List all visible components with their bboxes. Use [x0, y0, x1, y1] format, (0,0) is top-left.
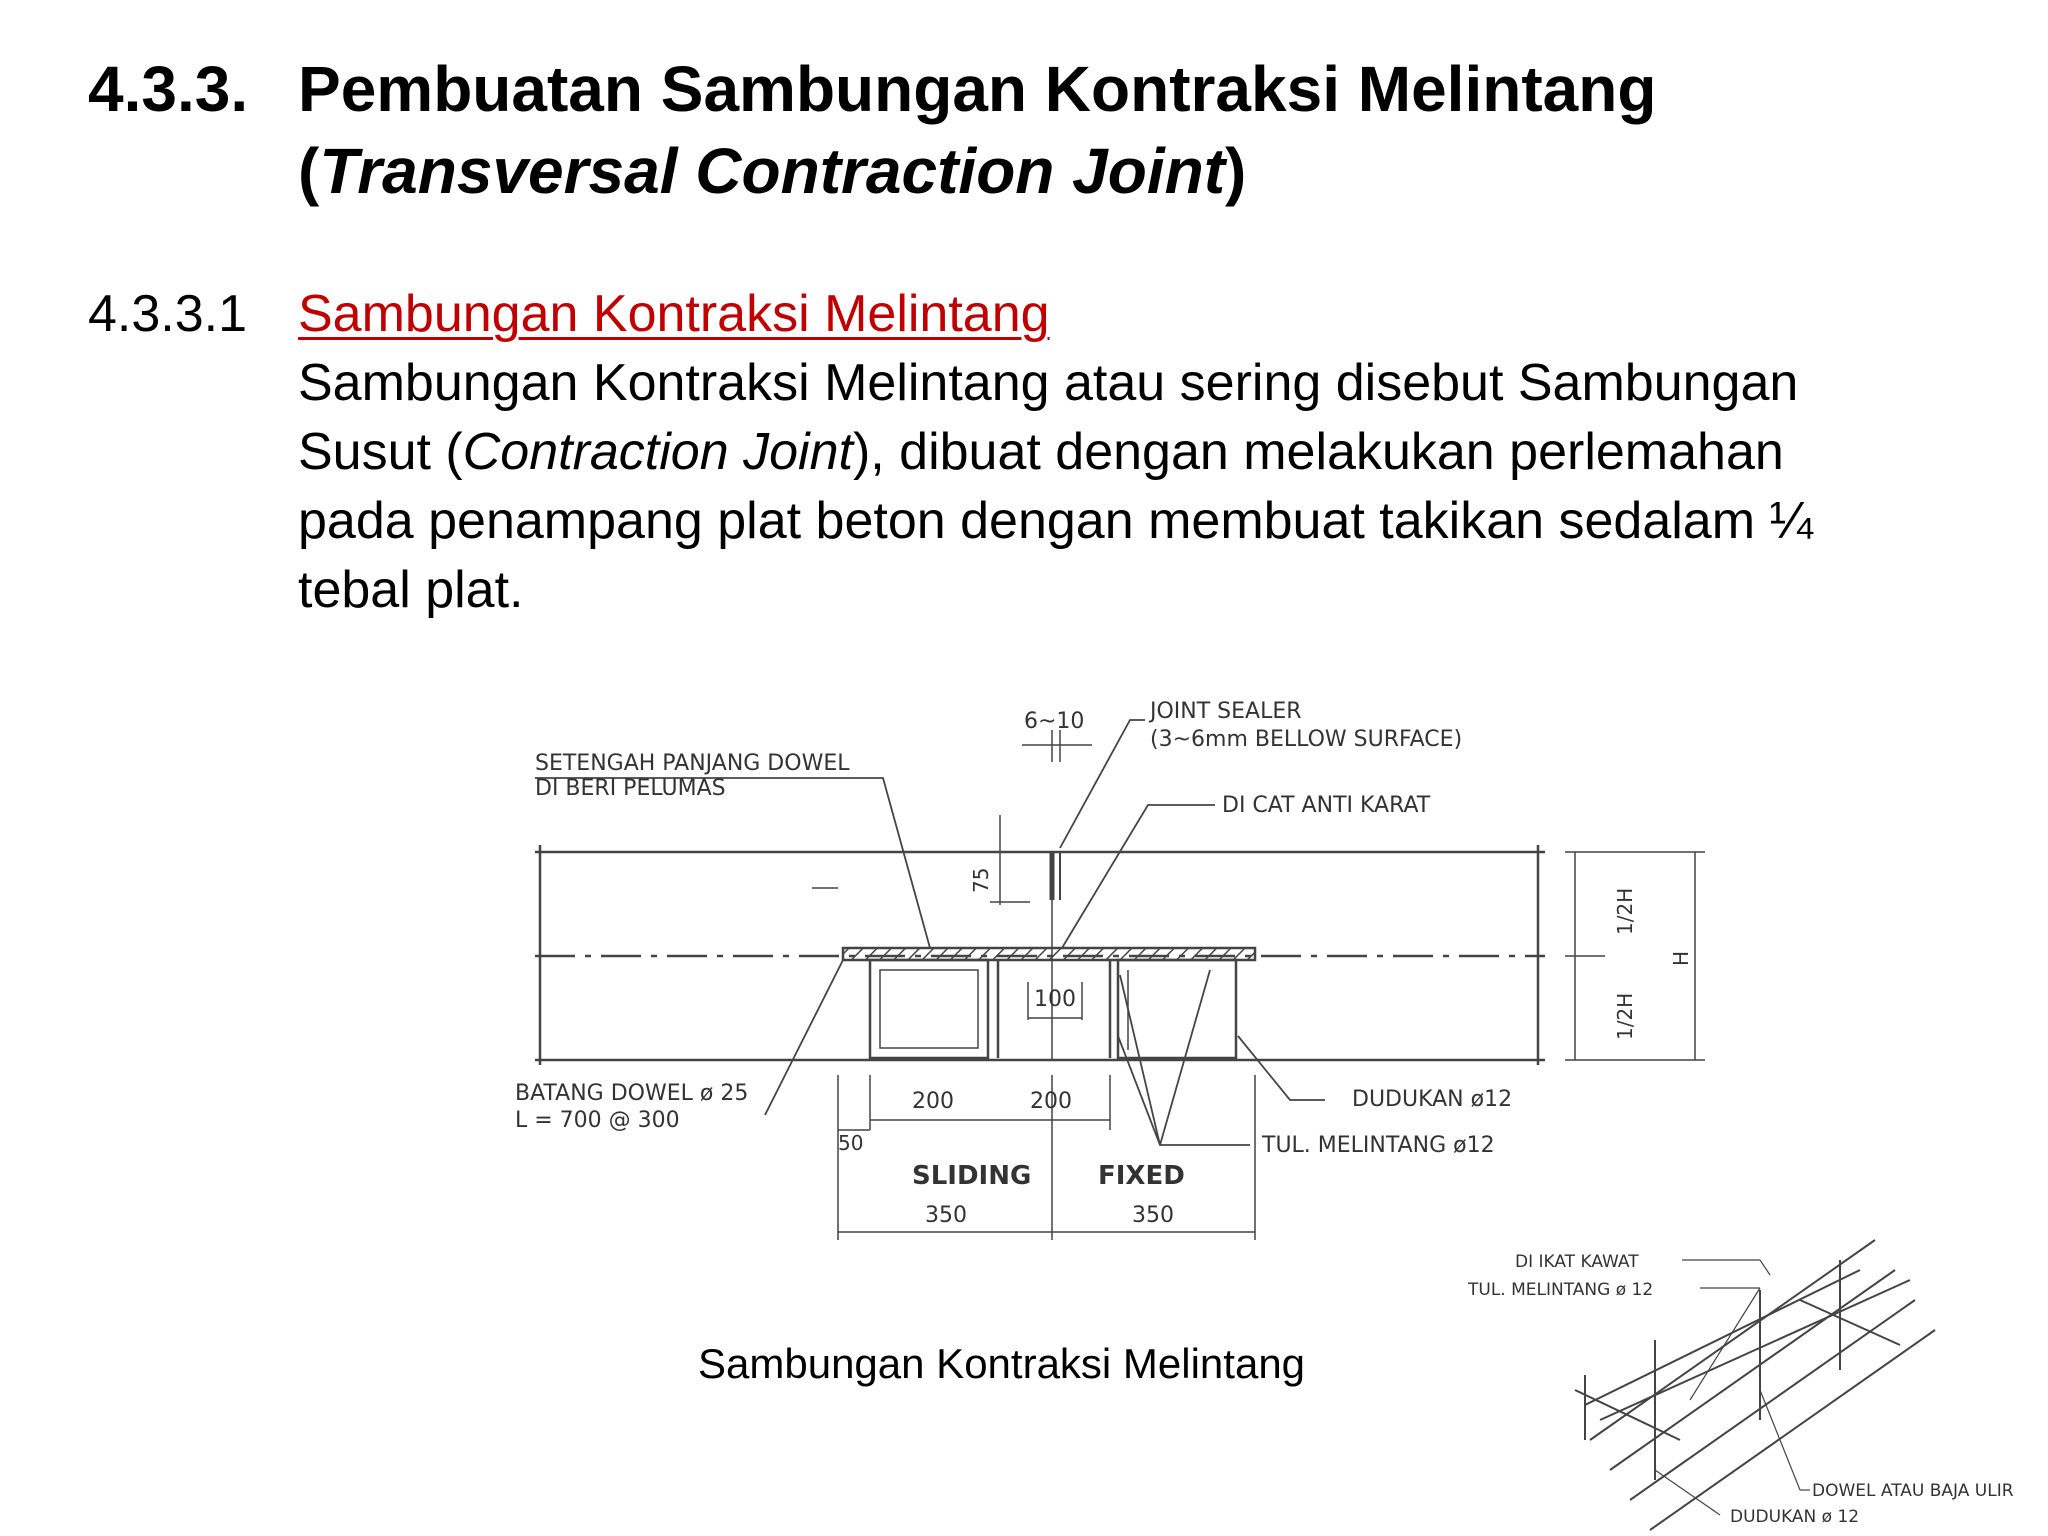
label-350a: 350: [925, 1203, 967, 1228]
label-setengah-1: SETENGAH PANJANG DOWEL: [535, 751, 850, 776]
iso-leader-ikat-2: [1760, 1260, 1770, 1275]
label-H: H: [1669, 950, 1693, 966]
iso-leader-dowel: [1760, 1390, 1800, 1490]
chair-left-inner: [880, 970, 978, 1048]
label-batang-2: L = 700 @ 300: [515, 1108, 680, 1133]
label-tul: TUL. MELINTANG ø12: [1262, 1133, 1495, 1158]
label-200b: 200: [1030, 1089, 1072, 1114]
iso-label-dudukan: DUDUKAN ø 12: [1730, 1507, 1860, 1527]
leader-setengah: [535, 778, 930, 948]
leader-dudukan: [1238, 1036, 1325, 1100]
label-sliding: SLIDING: [912, 1161, 1032, 1191]
paren-close: ): [1225, 135, 1247, 207]
label-100: 100: [1034, 987, 1076, 1012]
heading-number: 4.3.3.: [88, 53, 249, 125]
label-cat: DI CAT ANTI KARAT: [1222, 793, 1431, 818]
chair-left-outer: [870, 960, 988, 1058]
leader-sealer: [1060, 720, 1145, 848]
leader-cat: [1062, 805, 1215, 948]
label-setengah-2: DI BERI PELUMAS: [535, 776, 726, 801]
iso-leader-tul-2: [1690, 1288, 1760, 1400]
basket-cross-1: [1575, 1390, 1680, 1440]
iso-label-ikat: DI IKAT KAWAT: [1515, 1252, 1639, 1272]
heading-title: Pembuatan Sambungan Kontraksi Melintang: [298, 53, 1657, 125]
label-200a: 200: [912, 1089, 954, 1114]
label-75: 75: [969, 867, 993, 893]
heading-title-en: Transversal Contraction Joint: [319, 135, 1226, 207]
label-halfH-top: 1/2H: [1613, 887, 1637, 935]
basket-top-rail-2: [1600, 1280, 1910, 1420]
paren-open: (: [298, 135, 320, 207]
label-350b: 350: [1132, 1203, 1174, 1228]
label-gap: 6~10: [1024, 709, 1085, 734]
dowel-bar: [843, 948, 1255, 960]
label-batang-1: BATANG DOWEL ø 25: [515, 1081, 749, 1106]
label-sealer-1: JOINT SEALER: [1150, 699, 1302, 724]
iso-leader-dudukan: [1655, 1470, 1720, 1515]
iso-labels: [1467, 1252, 2014, 1527]
leader-batang: [765, 960, 843, 1115]
diagram-caption: Sambungan Kontraksi Melintang: [698, 1340, 1306, 1387]
iso-label-dowel: DOWEL ATAU BAJA ULIR: [1812, 1481, 2014, 1501]
para-line-2a: Susut (: [298, 423, 463, 481]
label-fixed: FIXED: [1098, 1161, 1185, 1191]
subsection-title-link[interactable]: Sambungan Kontraksi Melintang: [298, 285, 1050, 343]
para-line-3: pada penampang plat beton dengan membuat takikan sedalam ¼: [298, 492, 1813, 550]
label-halfH-bottom: 1/2H: [1613, 992, 1637, 1040]
diagram-labels: [515, 699, 1693, 1228]
subsection-number: 4.3.3.1: [88, 285, 248, 343]
para-line-4: tebal plat.: [298, 561, 524, 619]
label-sealer-2: (3~6mm BELLOW SURFACE): [1150, 727, 1463, 752]
iso-label-tul: TUL. MELINTANG ø 12: [1468, 1280, 1654, 1300]
label-50: 50: [838, 1131, 864, 1155]
para-line-1: Sambungan Kontraksi Melintang atau sering disebut Sambungan: [298, 354, 1799, 412]
basket-bar-3: [1630, 1300, 1915, 1500]
para-line-2-italic: Contraction Joint: [462, 423, 853, 481]
para-line-2c: ), dibuat dengan melakukan perlemahan: [852, 423, 1784, 481]
label-dudukan: DUDUKAN ø12: [1352, 1087, 1513, 1112]
